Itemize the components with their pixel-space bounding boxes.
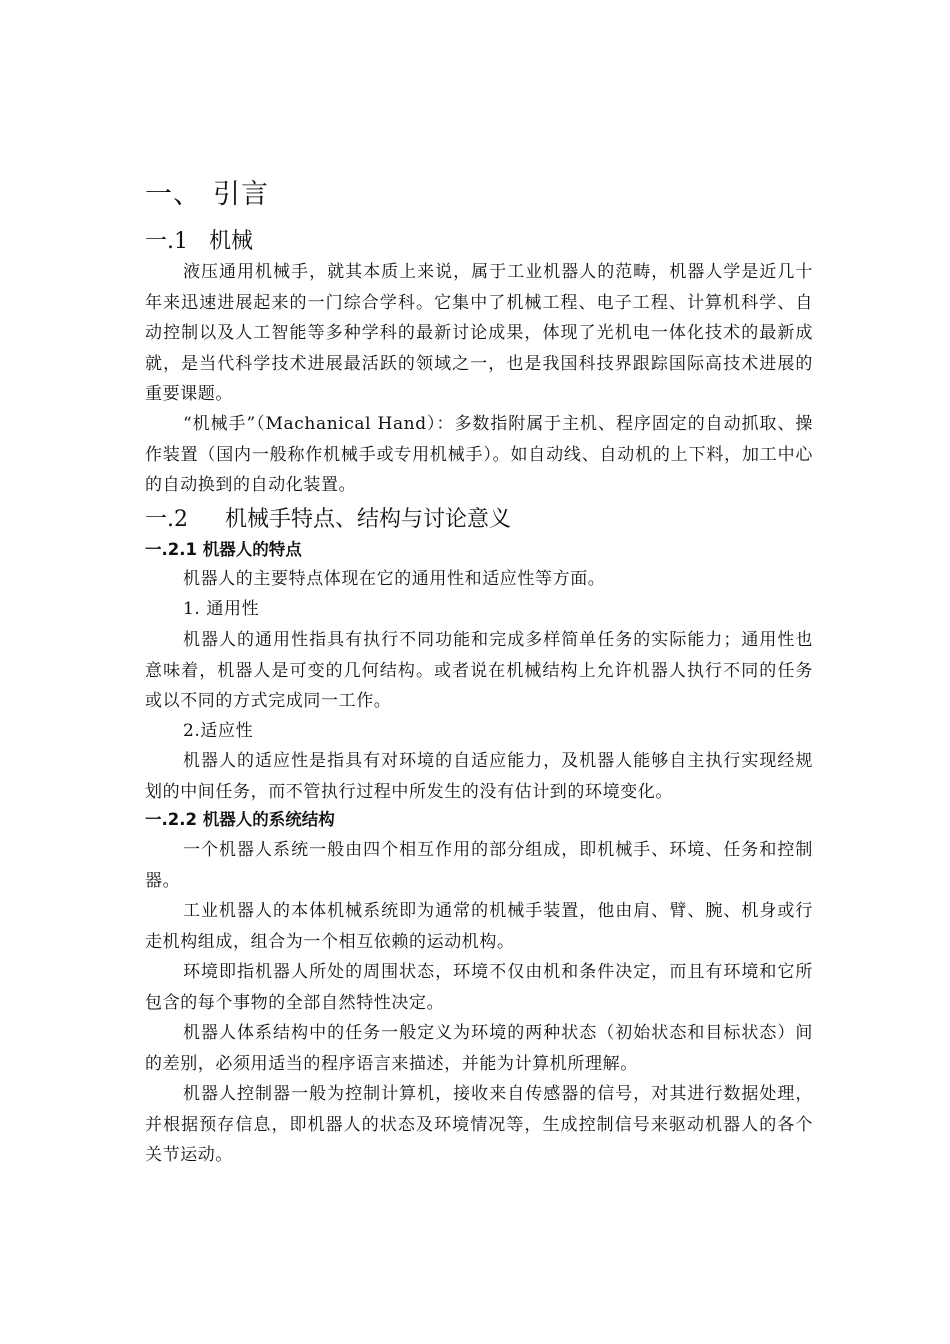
paragraph-6: 一个机器人系统一般由四个相互作用的部分组成，即机械手、环境、任务和控制器。: [145, 840, 813, 891]
chapter-title: 引言: [213, 179, 269, 210]
chapter-number: 一、: [145, 179, 201, 210]
section-heading-1-1: [145, 228, 813, 256]
paragraph-8: 环境即指机器人所处的周围状态，环境不仅由机和条件决定，而且有环境和它所包含的每个事物的全部自然特性决定。: [145, 962, 813, 1013]
section-title: 机械: [209, 229, 254, 254]
paragraph-10: 机器人控制器一般为控制计算机，接收来自传感器的信号，对其进行数据处理，并根据预存信息，即机器人的状态及环境情况等，生成控制信号来驱动机器人的各个关节运动。: [145, 1084, 813, 1165]
paragraph-3: 机器人的主要特点体现在它的通用性和适应性等方面。: [183, 569, 606, 589]
section-number: 一.1: [145, 229, 188, 254]
paragraph-7: 工业机器人的本体机械系统即为通常的机械手装置，他由肩、臂、腕、机身或行走机构组成，组合为一个相互依赖的运动机构。: [145, 901, 813, 952]
section-heading-1-2: [145, 506, 813, 534]
paragraph-2: “机械手”（Machanical Hand）：多数指附属于主机、程序固定的自动抓取、操作装置（国内一般称作机械手或专用机械手）。如自动线、自动机的上下料，加工中心的自动换到的自动化装置。: [145, 414, 813, 495]
paragraph-4: 机器人的通用性指具有执行不同功能和完成多样简单任务的实际能力；通用性也意味着，机器人是可变的几何结构。或者说在机械结构上允许机器人执行不同的任务或以不同的方式完成同一工作。: [145, 630, 813, 711]
subsection-heading-1-2-1: 一.2.1 机器人的特点: [145, 540, 302, 559]
chapter-heading: [145, 178, 813, 212]
list-item-2: 2.适应性: [183, 721, 254, 741]
paragraph-9: 机器人体系结构中的任务一般定义为环境的两种状态（初始状态和目标状态）间的差别，必须用适当的程序语言来描述，并能为计算机所理解。: [145, 1023, 813, 1074]
section-number: 一.2: [145, 507, 188, 532]
list-item-1: 1. 通用性: [183, 599, 260, 619]
subsection-heading-1-2-2: 一.2.2 机器人的系统结构: [145, 810, 335, 829]
paragraph-1: 液压通用机械手，就其本质上来说，属于工业机器人的范畴，机器人学是近几十年来迅速进展起来的一门综合学科。它集中了机械工程、电子工程、计算机科学、自动控制以及人工智能等多种学科的最新讨论成果，体现了光机电一体化技术的最新成就，是当代科学技术进展最活跃的领域之一，也是我国科技界跟踪国际高技术进展的重要课题。: [145, 262, 813, 404]
section-title: 机械手特点、结构与讨论意义: [225, 507, 512, 532]
paragraph-5: 机器人的适应性是指具有对环境的自适应能力，及机器人能够自主执行实现经规划的中间任务，而不管执行过程中所发生的没有估计到的环境变化。: [145, 751, 813, 802]
